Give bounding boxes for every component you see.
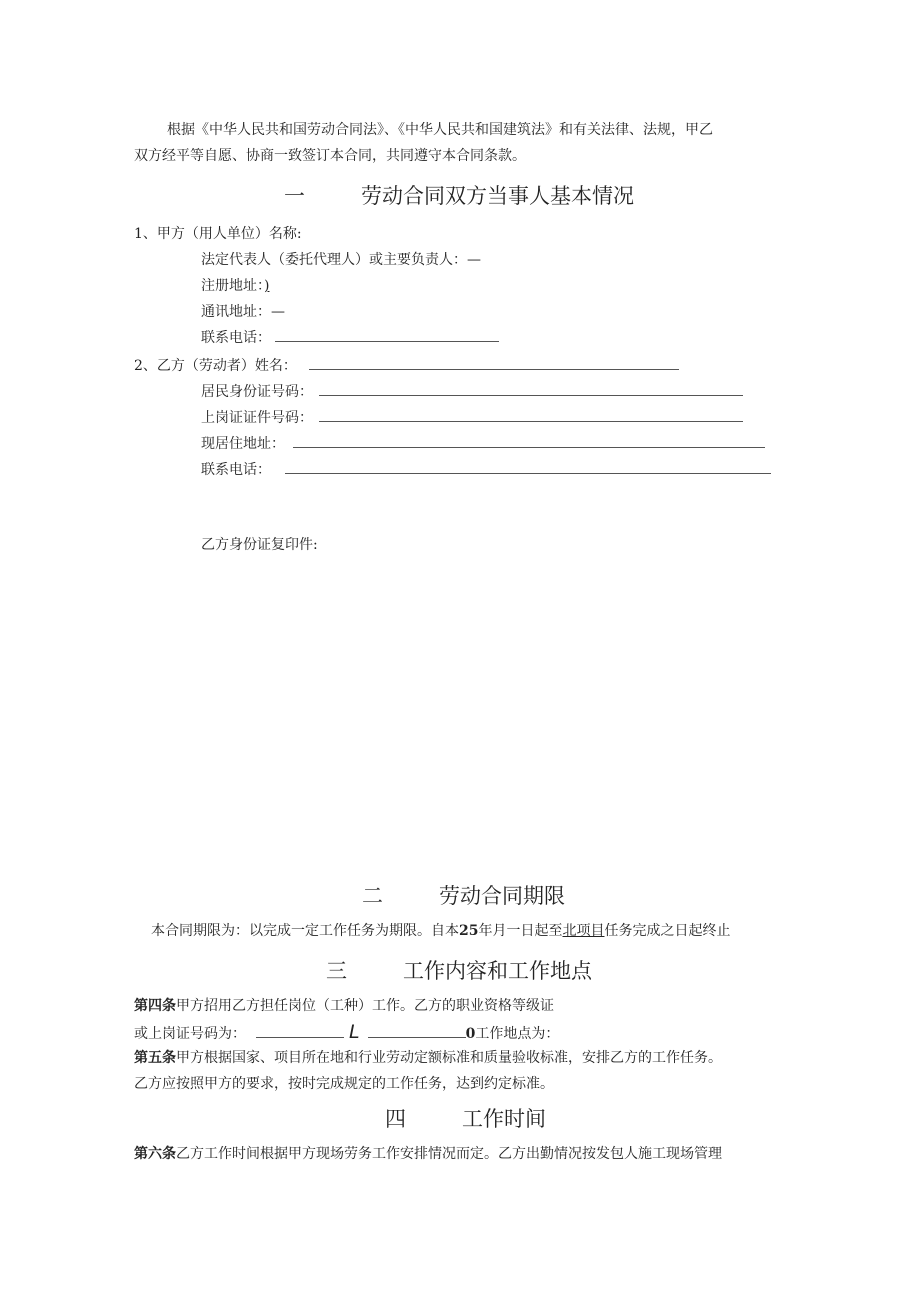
article-5-line-1 [134, 1045, 722, 1071]
article-4-blank-2[interactable] [368, 1023, 466, 1038]
party-b-phone-blank[interactable] [285, 459, 771, 474]
party-b-name [134, 353, 679, 379]
party-a-legal-rep: 法定代表人（委托代理人）或主要负责人：— [201, 252, 481, 268]
term-text-post: 任务完成之日起终止 [604, 923, 731, 939]
section-3-number: 三 [326, 959, 347, 983]
section-3-heading [326, 956, 592, 986]
section-3-title: 工作内容和工作地点 [403, 959, 592, 983]
party-a-phone-blank[interactable] [275, 327, 499, 342]
section-1-number: 一 [284, 184, 305, 208]
section-1-heading [284, 181, 634, 211]
party-b-addr [201, 431, 765, 457]
party-b-addr-blank[interactable] [293, 433, 765, 448]
term-project: 北项目 [562, 923, 605, 939]
article-6-line-1 [134, 1141, 722, 1167]
section-4-title: 工作时间 [462, 1107, 546, 1131]
term-text-pre: 本合同期限为：以完成一定工作任务为期限。自本 [151, 923, 459, 939]
article-4-text-2: 或上岗证号码为： [134, 1026, 246, 1042]
id-copy-label: 乙方身份证复印件: [201, 537, 318, 553]
article-4-blank-1[interactable] [256, 1023, 344, 1038]
party-b-name-blank[interactable] [309, 355, 679, 370]
term-text-mid: 年月一日起至 [478, 923, 563, 939]
article-5-text-1: 甲方根据国家、项目所在地和行业劳动定额标准和质量验收标准，安排乙方的工作任务。 [176, 1050, 722, 1066]
article-6-label: 第六条 [134, 1146, 176, 1162]
section-2-number: 二 [362, 884, 383, 908]
section-4-number: 四 [385, 1107, 406, 1131]
party-b-cert [201, 405, 743, 431]
term-year: 25 [459, 923, 479, 939]
article-4-text-1: 甲方招用乙方担任岗位（工种）工作。乙方的职业资格等级证 [176, 998, 554, 1014]
intro-line-2: 双方经平等自愿、协商一致签订本合同，共同遵守本合同条款。 [134, 148, 526, 164]
article-4-zero: 0 [465, 1026, 476, 1042]
section-2-title: 劳动合同期限 [439, 884, 565, 908]
reg-addr-value: ) [264, 278, 270, 294]
article-4-line-1 [134, 993, 554, 1019]
party-b-name-label: 2、乙方（劳动者）姓名： [134, 358, 297, 374]
party-a-phone-label: 联系电话： [201, 330, 271, 346]
party-a-label: 1、甲方（用人单位）名称: [134, 226, 302, 242]
article-5-label: 第五条 [134, 1050, 176, 1066]
party-b-cert-label: 上岗证证件号码： [201, 410, 313, 426]
party-b-cert-blank[interactable] [319, 407, 743, 422]
party-a-mail-addr: 通讯地址：— [201, 304, 285, 320]
party-a-phone [201, 325, 499, 351]
party-b-id [201, 379, 743, 405]
reg-addr-label: 注册地址： [201, 278, 264, 294]
party-a-reg-addr [201, 273, 269, 299]
article-4-label: 第四条 [134, 998, 176, 1014]
article-5-line-2: 乙方应按照甲方的要求，按时完成规定的工作任务，达到约定标准。 [134, 1076, 554, 1092]
intro-line-1: 根据《中华人民共和国劳动合同法》、《中华人民共和国建筑法》和有关法律、法规，甲乙 [167, 122, 713, 138]
party-b-id-blank[interactable] [319, 381, 743, 396]
party-b-id-label: 居民身份证号码： [201, 384, 313, 400]
article-4-line-2 [134, 1019, 559, 1047]
article-4-mark: L [349, 1021, 360, 1043]
article-6-text: 乙方工作时间根据甲方现场劳务工作安排情况而定。乙方出勤情况按发包人施工现场管理 [176, 1146, 722, 1162]
contract-term-text [151, 918, 730, 944]
article-4-location-label: 工作地点为： [475, 1026, 560, 1042]
party-b-phone [201, 457, 771, 483]
section-2-heading [362, 881, 565, 911]
section-4-heading [385, 1104, 546, 1134]
party-b-addr-label: 现居住地址： [201, 436, 285, 452]
party-b-phone-label: 联系电话： [201, 462, 271, 478]
section-1-title: 劳动合同双方当事人基本情况 [361, 184, 634, 208]
